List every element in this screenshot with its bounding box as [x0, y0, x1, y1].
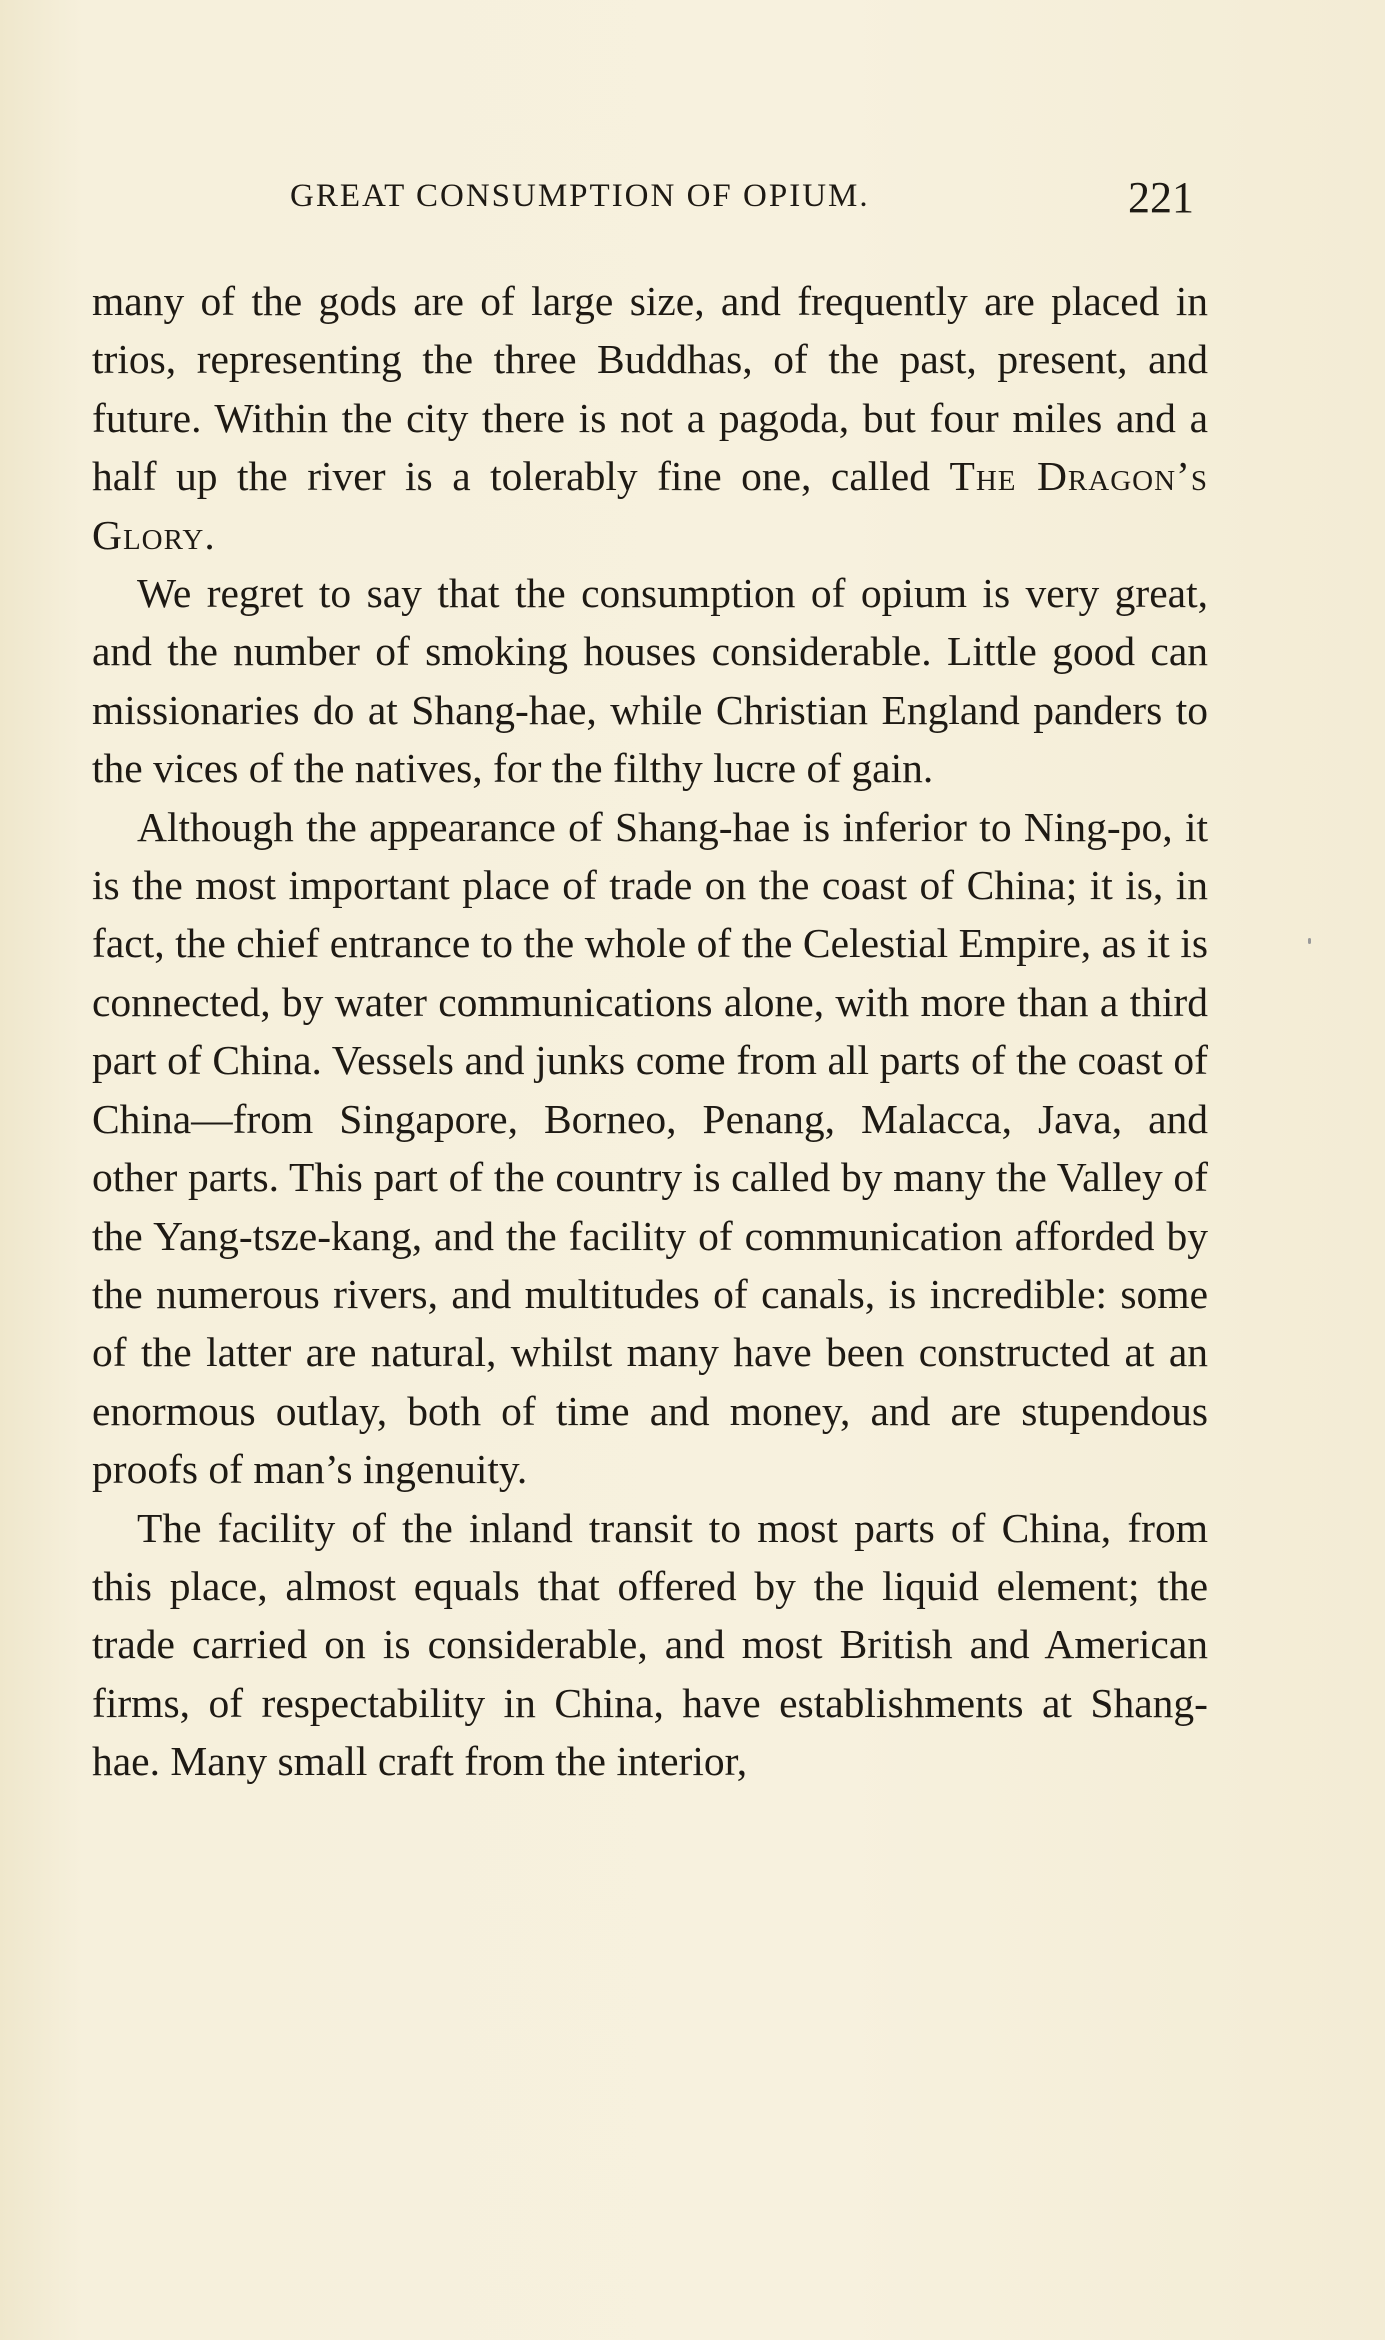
paragraph-1-end: .	[204, 511, 215, 558]
paragraph-1	[92, 272, 1208, 564]
paper-speck	[1308, 938, 1311, 944]
body-text	[92, 272, 1208, 1791]
pagoda-name: The Dragon’s Glory	[92, 453, 1208, 558]
running-head: GREAT CONSUMPTION OF OPIUM.	[290, 178, 870, 214]
paragraph-2: We regret to say that the consumption of opium is very great, and the number of smoking houses considerable. Little good can missionaries do at Shang-hae, while Christian England panders to the vices of the natives, for the filthy lucre of gain.	[92, 570, 1208, 792]
page-number: 221	[1128, 173, 1194, 222]
page-header	[290, 173, 1194, 228]
paragraph-3: Although the appearance of Shang-hae is inferior to Ning-po, it is the most important place of trade on the coast of China; it is, in fact, the chief entrance to the whole of the Celestial Empire, as it is connected, by water communications alone, with more than a third part of China. Vessels and junks come from all parts of the coast of China—from Singapore, Borneo, Penang, Malacca, Java, and other parts. This part of the country is called by many the Valley of the Yang-tsze-kang, and the facility of communication afforded by the numerous rivers, and multitudes of canals, is incredible: some of the latter are natural, whilst many have been constructed at an enormous outlay, both of time and money, and are stupendous proofs of man’s ingenuity.	[92, 803, 1208, 1493]
paragraph-4: The facility of the inland transit to most parts of China, from this place, almost equals that offered by the liquid element; the trade carried on is considerable, and most British and American firms, of respectability in China, have establishments at Shang-hae. Many small craft from the interior,	[92, 1504, 1208, 1785]
paragraph-1-text: many of the gods are of large size, and frequently are placed in trios, representing the three Buddhas, of the past, present, and future. Within the city there is not a pagoda, but four miles and a half up the river is a tolerably fine one, called	[92, 278, 1208, 500]
